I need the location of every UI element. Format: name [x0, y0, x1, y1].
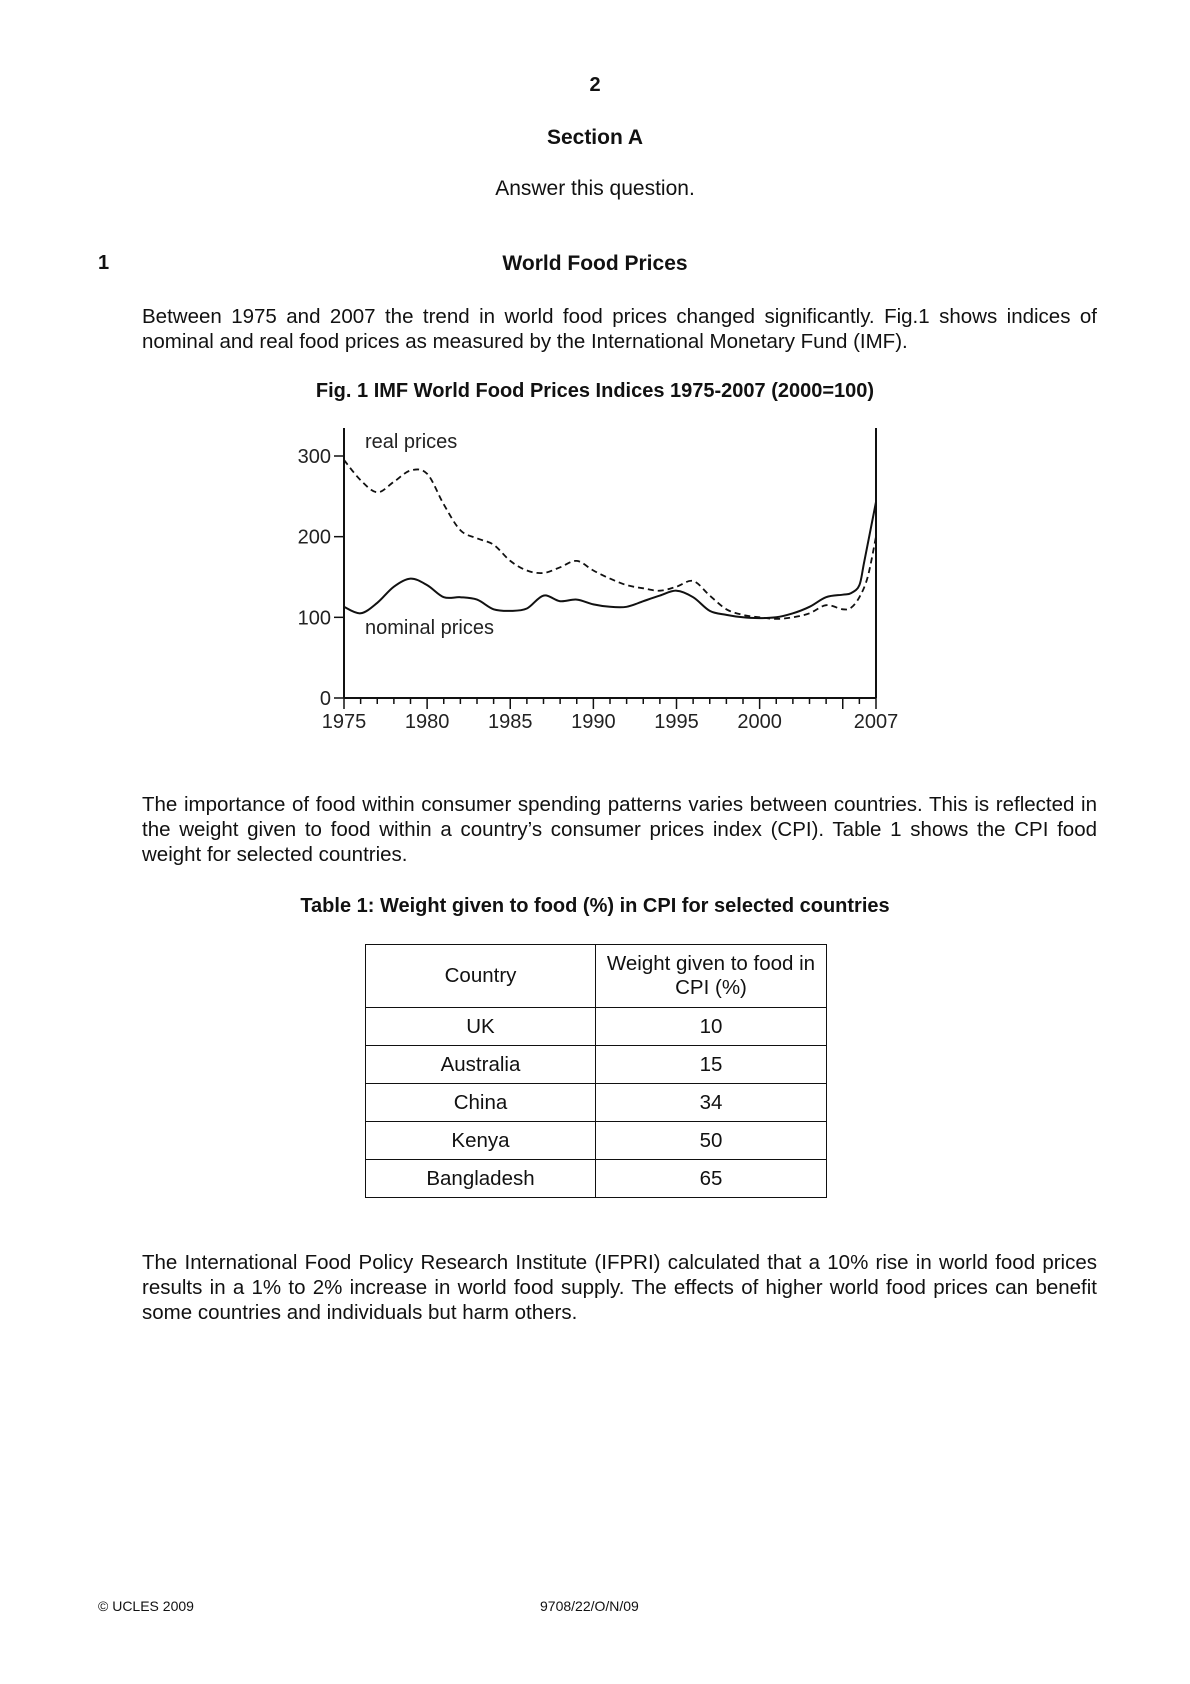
footer-exam-code: 9708/22/O/N/09	[540, 1598, 639, 1614]
table-cell-country: Kenya	[366, 1122, 596, 1160]
table-title: Table 1: Weight given to food (%) in CPI for selected countries	[300, 895, 890, 917]
table-row	[366, 1122, 827, 1160]
table-cell-weight: 34	[596, 1084, 827, 1122]
x-tick-label: 1990	[571, 711, 616, 733]
y-tick-label: 200	[297, 526, 331, 549]
x-tick-label: 2007	[853, 711, 899, 733]
ifpri-paragraph: The International Food Policy Research Institute (IFPRI) calculated that a 10% rise in world food prices results in a 1% to 2% increase in world food supply. The effects of higher world food prices can benefit some countries and individuals but harm others.	[142, 1251, 1097, 1324]
question-title: World Food Prices	[502, 252, 688, 275]
chart-ticks	[298, 446, 899, 733]
table-row	[366, 1084, 827, 1122]
table-header-row	[366, 945, 827, 1008]
x-tick-label: 1980	[404, 711, 450, 733]
question-number: 1	[98, 252, 110, 274]
table-row	[366, 1160, 827, 1198]
section-title: Section A	[546, 126, 644, 149]
table-cell-weight: 50	[596, 1122, 827, 1160]
x-tick-label: 1985	[488, 711, 533, 733]
intro-paragraph: Between 1975 and 2007 the trend in world food prices changed significantly. Fig.1 shows indices of nominal and real food prices as measured by the International Monetary Fund (IMF).	[142, 305, 1097, 353]
table-cell-weight: 65	[596, 1160, 827, 1198]
table-header-country: Country	[366, 945, 596, 1008]
table-cell-weight: 10	[596, 1008, 827, 1046]
chart-axes	[344, 428, 876, 698]
y-tick-label: 300	[297, 446, 331, 468]
series-label-nominal-prices: nominal prices	[365, 617, 494, 639]
instruction-text: Answer this question.	[495, 177, 695, 200]
y-tick-label: 0	[319, 688, 331, 710]
table-cell-country: Bangladesh	[366, 1160, 596, 1198]
x-tick-label: 2000	[737, 711, 782, 733]
cpi-paragraph: The importance of food within consumer spending patterns varies between countries. This is reflected in the weight given to food within a country’s consumer prices index (CPI). Table 1 shows the CPI food weight for selected countries.	[142, 793, 1097, 866]
y-tick-label: 100	[297, 607, 331, 630]
x-tick-label: 1995	[654, 711, 699, 733]
table-header-weight: Weight given to food in CPI (%)	[596, 945, 827, 1008]
food-price-chart	[260, 420, 920, 740]
footer-copyright: © UCLES 2009	[98, 1598, 194, 1614]
x-tick-label: 1975	[321, 711, 367, 733]
cpi-table	[365, 944, 827, 1198]
figure-title: Fig. 1 IMF World Food Prices Indices 1975-2007 (2000=100)	[315, 380, 875, 402]
table-cell-weight: 15	[596, 1046, 827, 1084]
table-row	[366, 1008, 827, 1046]
table-cell-country: Australia	[366, 1046, 596, 1084]
series-label-real-prices: real prices	[365, 431, 458, 453]
series-line-real-prices	[344, 460, 876, 619]
table-cell-country: UK	[366, 1008, 596, 1046]
page-number: 2	[589, 74, 601, 96]
table-cell-country: China	[366, 1084, 596, 1122]
table-row	[366, 1046, 827, 1084]
series-line-nominal-prices	[344, 502, 876, 618]
